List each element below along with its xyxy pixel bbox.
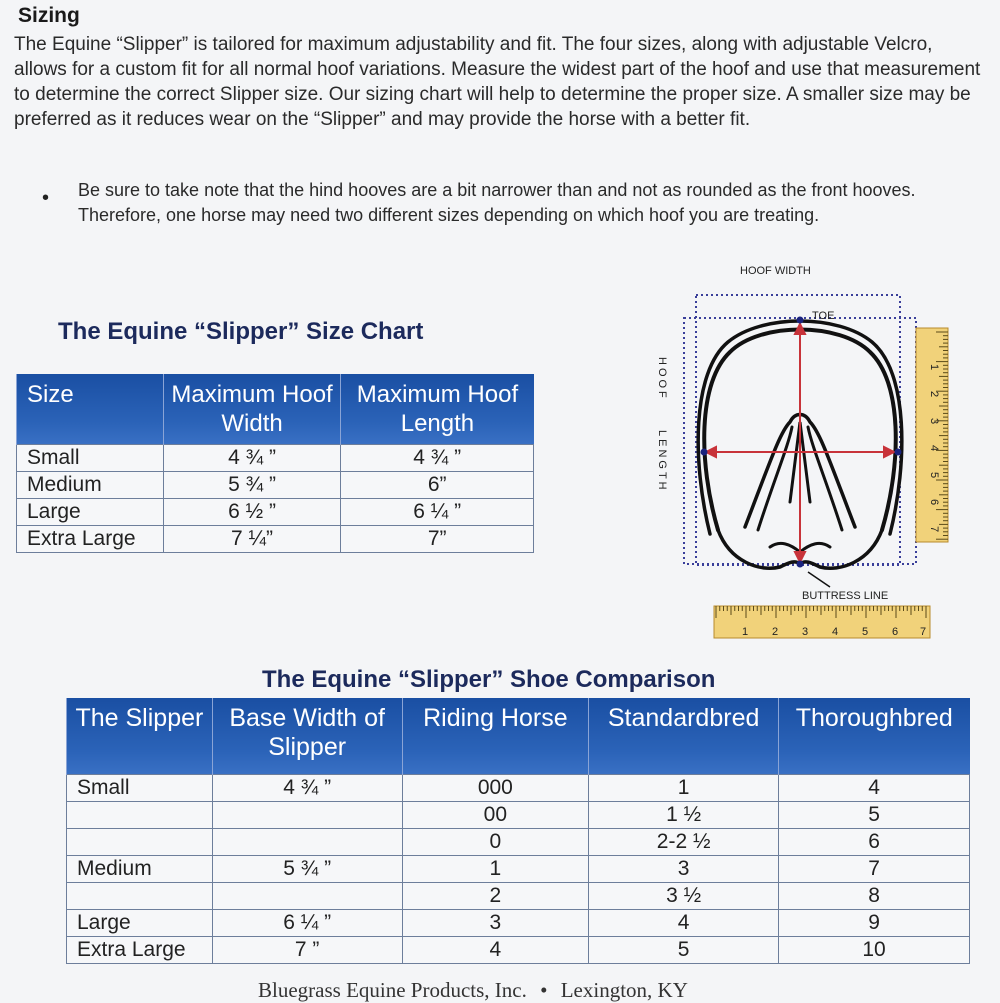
table-row (67, 883, 970, 910)
comparison-header-row (67, 698, 970, 775)
svg-text:LENGTH: LENGTH (656, 430, 668, 493)
hind-hoof-note: Be sure to take note that the hind hooves are a bit narrower than and not as rounded as the front hooves. Therefore, one horse may need two different sizes depending on which hoof you are treating. (78, 180, 916, 225)
header-standardbred: Standardbred (589, 698, 779, 775)
footer-company: Bluegrass Equine Products, Inc. (258, 978, 527, 1002)
slipper-cell: Large (67, 910, 213, 937)
svg-text:4: 4 (832, 626, 839, 638)
size-cell: Small (17, 445, 164, 472)
svg-text:1: 1 (928, 364, 940, 371)
size-chart-header-row (17, 374, 534, 445)
shoe-comparison-table (66, 698, 970, 964)
length-cell: 7” (341, 526, 534, 553)
header-riding-horse: Riding Horse (402, 698, 589, 775)
svg-text:1: 1 (742, 626, 749, 638)
thoroughbred-cell: 10 (779, 937, 970, 964)
footer (258, 978, 688, 1003)
thoroughbred-cell: 9 (779, 910, 970, 937)
riding-horse-cell: 0 (402, 829, 589, 856)
slipper-cell: Extra Large (67, 937, 213, 964)
sizing-intro-paragraph: The Equine “Slipper” is tailored for maximum adjustability and fit. The four sizes, along with adjustable Velcro, allows for a custom fit for all normal hoof variations. Measure the widest part of the hoof and use that measurement to determine the correct Slipper size. Our sizing chart will help to determine the proper size. A smaller size may be preferred as it reduces wear on the “Slipper” and may provide the horse with a better fit. (14, 34, 981, 130)
riding-horse-cell: 3 (402, 910, 589, 937)
header-thoroughbred: Thoroughbred (779, 698, 970, 775)
table-row (67, 856, 970, 883)
size-chart-table (16, 374, 534, 553)
table-row (67, 829, 970, 856)
svg-text:5: 5 (928, 472, 940, 479)
toe-label: TOE (812, 310, 835, 322)
hoof-width-label: HOOF WIDTH (740, 265, 811, 277)
base-width-cell (212, 829, 402, 856)
standardbred-cell: 1 (589, 775, 779, 802)
svg-text:7: 7 (928, 526, 940, 533)
standardbred-cell: 3 (589, 856, 779, 883)
standardbred-cell: 5 (589, 937, 779, 964)
header-base-width: Base Width of Slipper (212, 698, 402, 775)
svg-text:2: 2 (772, 626, 779, 638)
table-row (17, 472, 534, 499)
hoof-measurement-diagram (640, 262, 950, 642)
vertical-ruler (916, 328, 948, 542)
base-width-cell: 7 ” (212, 937, 402, 964)
width-cell: 4 ¾ ” (163, 445, 341, 472)
standardbred-cell: 1 ½ (589, 802, 779, 829)
thoroughbred-cell: 8 (779, 883, 970, 910)
base-width-cell: 5 ¾ ” (212, 856, 402, 883)
size-cell: Large (17, 499, 164, 526)
width-point-left (701, 449, 708, 456)
thoroughbred-cell: 6 (779, 829, 970, 856)
svg-text:5: 5 (862, 626, 869, 638)
svg-text:3: 3 (802, 626, 809, 638)
riding-horse-cell: 2 (402, 883, 589, 910)
header-the-slipper: The Slipper (67, 698, 213, 775)
riding-horse-cell: 4 (402, 937, 589, 964)
bullet-dot: • (42, 187, 50, 209)
buttress-point (797, 561, 804, 568)
hoof-length-label (656, 357, 668, 493)
measurement-arrows (706, 324, 894, 562)
slipper-cell (67, 883, 213, 910)
length-cell: 6” (341, 472, 534, 499)
riding-horse-cell: 1 (402, 856, 589, 883)
table-row (67, 775, 970, 802)
length-cell: 4 ¾ ” (341, 445, 534, 472)
table-row (67, 802, 970, 829)
horizontal-ruler (714, 606, 930, 638)
table-row (17, 526, 534, 553)
standardbred-cell: 2-2 ½ (589, 829, 779, 856)
base-width-cell (212, 883, 402, 910)
svg-text:7: 7 (920, 626, 927, 638)
sizing-heading: Sizing (18, 4, 80, 27)
width-cell: 6 ½ ” (163, 499, 341, 526)
width-cell: 5 ¾ ” (163, 472, 341, 499)
svg-text:2: 2 (928, 391, 940, 398)
table-row (17, 499, 534, 526)
svg-text:HOOF: HOOF (656, 357, 668, 401)
width-cell: 7 ¼” (163, 526, 341, 553)
length-cell: 6 ¼ ” (341, 499, 534, 526)
slipper-cell: Small (67, 775, 213, 802)
base-width-cell: 6 ¼ ” (212, 910, 402, 937)
header-max-hoof-width: Maximum Hoof Width (163, 374, 341, 445)
buttress-pointer (808, 572, 830, 587)
base-width-cell (212, 802, 402, 829)
slipper-cell: Medium (67, 856, 213, 883)
table-row (17, 445, 534, 472)
footer-location: Lexington, KY (560, 978, 688, 1002)
width-point-right (895, 449, 902, 456)
toe-point (797, 317, 804, 324)
size-cell: Extra Large (17, 526, 164, 553)
table-row (67, 937, 970, 964)
riding-horse-cell: 000 (402, 775, 589, 802)
size-cell: Medium (17, 472, 164, 499)
thoroughbred-cell: 4 (779, 775, 970, 802)
thoroughbred-cell: 7 (779, 856, 970, 883)
buttress-line-label: BUTTRESS LINE (802, 590, 889, 602)
svg-text:4: 4 (928, 445, 940, 452)
footer-separator: • (540, 978, 548, 1002)
table-row (67, 910, 970, 937)
size-chart-title: The Equine “Slipper” Size Chart (58, 318, 424, 345)
header-max-hoof-length: Maximum Hoof Length (341, 374, 534, 445)
header-size: Size (17, 374, 164, 445)
shoe-comparison-title: The Equine “Slipper” Shoe Comparison (262, 666, 716, 693)
svg-text:6: 6 (928, 499, 940, 506)
svg-text:6: 6 (892, 626, 899, 638)
standardbred-cell: 3 ½ (589, 883, 779, 910)
slipper-cell (67, 802, 213, 829)
base-width-cell: 4 ¾ ” (212, 775, 402, 802)
thoroughbred-cell: 5 (779, 802, 970, 829)
riding-horse-cell: 00 (402, 802, 589, 829)
slipper-cell (67, 829, 213, 856)
standardbred-cell: 4 (589, 910, 779, 937)
svg-text:3: 3 (928, 418, 940, 425)
